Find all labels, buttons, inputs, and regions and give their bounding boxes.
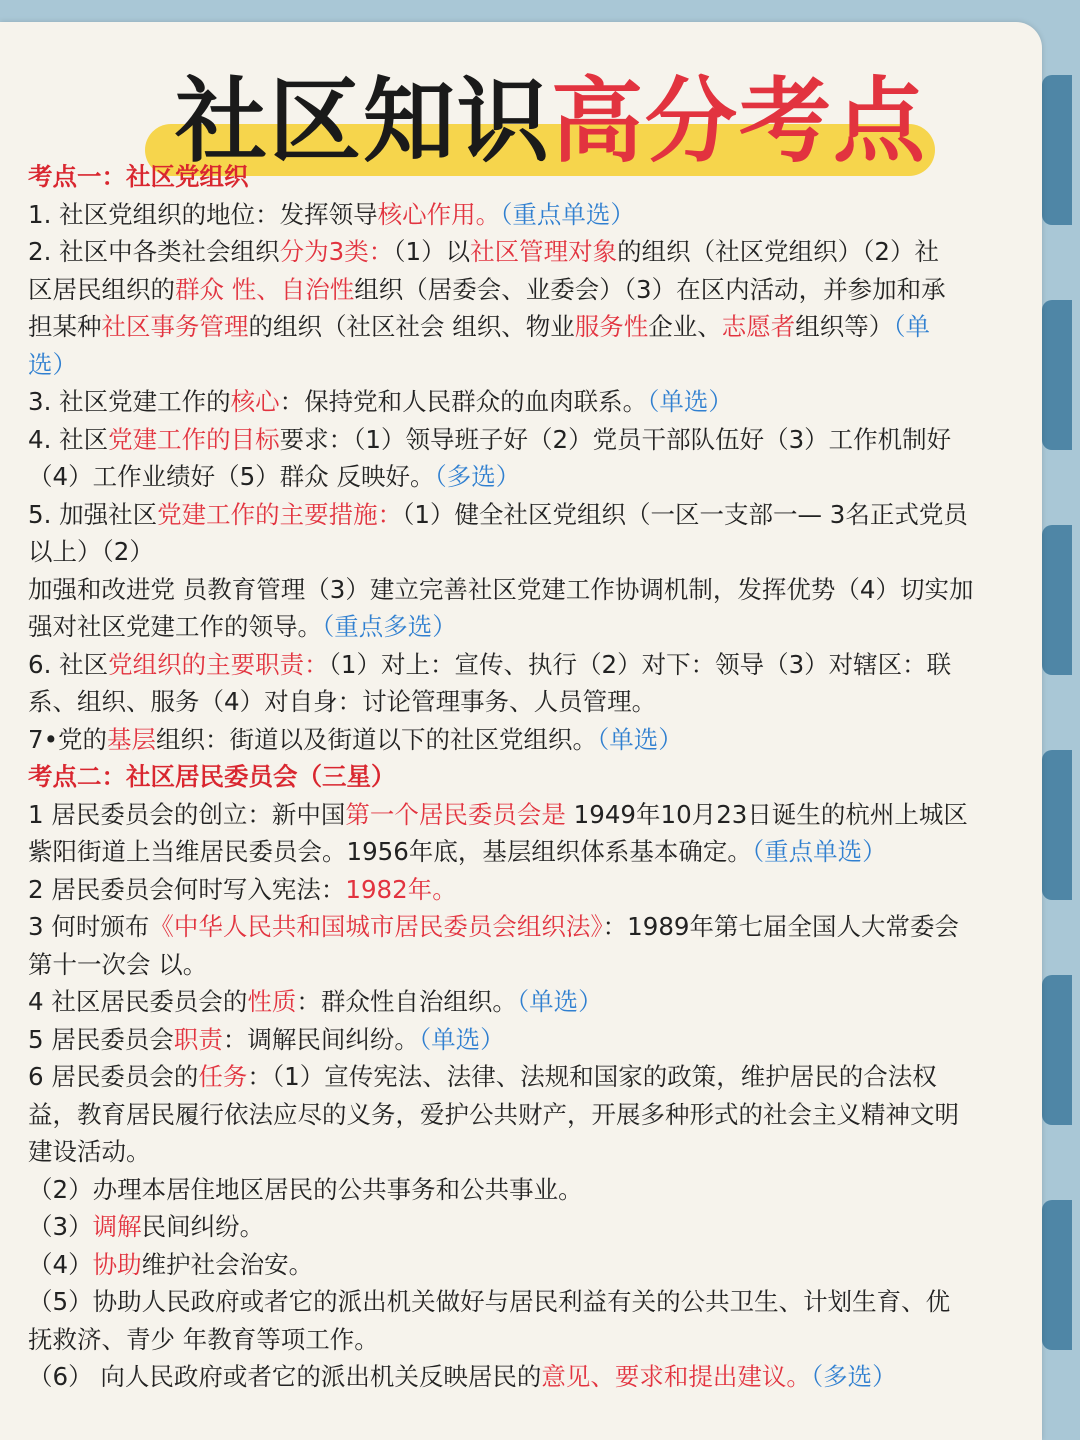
question-type-tag: （单选） xyxy=(516,987,603,1016)
key-term: 党建工作的主要措施： xyxy=(157,499,403,529)
key-term: 志愿者 xyxy=(721,312,796,341)
text-segment: ：保持党和人民群众的血肉联系。 xyxy=(279,387,648,416)
key-term: 性质 xyxy=(247,987,297,1016)
text-segment: 要求：（1）领导班子好（2）党员干部队伍好（3）工作机制好 xyxy=(279,424,952,454)
key-term: 核心作用。 xyxy=(377,199,501,229)
question-type-tag: （多选） xyxy=(434,462,521,491)
text-segment: 6. 社区 xyxy=(28,649,109,679)
text-segment: （6） 向人民政府或者它的派出机关反映居民的 xyxy=(28,1362,542,1391)
text-segment: 建设活动。 xyxy=(28,1137,151,1166)
text-line xyxy=(28,271,1052,309)
text-segment: 强对社区党建工作的领导。 xyxy=(28,612,322,641)
text-segment: 5 居民委员会 xyxy=(28,1024,174,1054)
key-term: 群众 性、自治性 xyxy=(175,274,355,304)
text-segment: 6 居民委员会的 xyxy=(28,1062,199,1091)
text-segment: 企业、 xyxy=(648,312,722,341)
key-term: 协助 xyxy=(92,1249,142,1279)
text-segment: 第十一次会 以。 xyxy=(28,949,208,979)
text-line xyxy=(28,158,1052,196)
title-black-part: 社区知识 xyxy=(175,68,552,175)
text-segment: 民间纠纷。 xyxy=(141,1212,265,1241)
text-line xyxy=(28,196,1052,234)
text-segment: 1949年10月23日诞生的杭州上城区 xyxy=(565,799,968,829)
text-segment: 以上）（2） xyxy=(28,537,154,566)
key-term: 基层 xyxy=(107,724,157,754)
text-line xyxy=(28,346,1052,384)
key-term: 社区事务管理 xyxy=(101,312,249,341)
text-segment: 益，教育居民履行依法应尽的义务，爱护公共财产，开展多种形式的社会主义精神文明 xyxy=(28,1099,959,1129)
text-segment: ：（1）宣传宪法、法律、法规和国家的政策，维护居民的合法权 xyxy=(247,1062,937,1091)
text-line xyxy=(28,946,1052,984)
text-line xyxy=(28,833,1052,871)
text-line xyxy=(28,983,1052,1021)
key-term: 意见、要求和提出建议。 xyxy=(541,1362,811,1391)
text-segment: 2. 社区中各类社会组织 xyxy=(28,237,280,266)
text-line xyxy=(28,721,1052,759)
question-type-tag: （单 xyxy=(893,312,931,341)
text-line xyxy=(28,458,1052,496)
text-line xyxy=(28,1246,1052,1284)
question-type-tag: （多选） xyxy=(810,1362,897,1391)
text-segment: 维护社会治安。 xyxy=(141,1249,314,1279)
text-line xyxy=(28,758,1052,796)
text-segment: 区居民组织的 xyxy=(28,274,175,304)
key-term: 党组织的主要职责： xyxy=(108,649,329,679)
text-line xyxy=(28,421,1052,459)
text-segment: 组织：街道以及街道以下的社区党组织。 xyxy=(156,724,598,754)
text-segment: 7•党的 xyxy=(28,724,108,754)
text-segment: 系、组织、服务（4）对自身：讨论管理事务、人员管理。 xyxy=(28,687,657,716)
text-line xyxy=(28,383,1052,421)
text-segment: 的组织（社区党组织）（2）社 xyxy=(617,237,939,266)
section-heading: 考点一：社区党组织 xyxy=(28,162,249,191)
question-type-tag: （单选） xyxy=(647,387,733,416)
text-segment: （4） xyxy=(28,1249,93,1279)
key-term: 任务 xyxy=(198,1062,248,1091)
text-line xyxy=(28,1283,1052,1321)
text-segment: 2 居民委员会何时写入宪法： xyxy=(28,874,346,904)
question-type-tag: （单选） xyxy=(597,724,683,754)
text-line xyxy=(28,646,1052,684)
text-line xyxy=(28,308,1052,346)
text-line xyxy=(28,796,1052,834)
text-line xyxy=(28,571,1052,609)
text-segment: 1. 社区党组织的地位：发挥领导 xyxy=(28,199,378,229)
text-segment: 担某种 xyxy=(28,312,102,341)
text-segment: （1）对上：宣传、执行（2）对下：领导（3）对辖区：联 xyxy=(328,649,952,679)
key-term: 社区管理对象 xyxy=(470,237,618,266)
text-segment: 紫阳街道上当维居民委员会。1956年底，基层组织体系基本确定。 xyxy=(28,837,752,866)
key-term: 职责 xyxy=(173,1024,223,1054)
section-heading: 考点二：社区居民委员会（三星） xyxy=(28,762,396,791)
text-line xyxy=(28,1021,1052,1059)
text-line xyxy=(28,908,1052,946)
text-segment: 组织等） xyxy=(795,312,894,341)
text-line xyxy=(28,533,1052,571)
text-line xyxy=(28,1208,1052,1246)
question-type-tag: （重点多选） xyxy=(322,612,457,641)
text-segment: 加强和改进党 员教育管理（3）建立完善社区党建工作协调机制，发挥优势（4）切实加 xyxy=(28,574,974,604)
text-segment: （2）办理本居住地区居民的公共事务和公共事业。 xyxy=(28,1174,583,1204)
text-segment: ：调解民间纠纷。 xyxy=(222,1024,419,1054)
key-term: 党建工作的目标 xyxy=(108,424,280,454)
text-line xyxy=(28,1133,1052,1171)
key-term: 服务性 xyxy=(574,312,649,341)
key-term: 《中华人民共和国城市居民委员会组织法》 xyxy=(149,912,603,941)
text-segment: 1 居民委员会的创立：新中国 xyxy=(28,799,346,829)
text-line xyxy=(28,683,1052,721)
key-term: 调解 xyxy=(92,1212,142,1241)
text-line xyxy=(28,233,1052,271)
text-segment: 4. 社区 xyxy=(28,424,109,454)
key-term: 核心 xyxy=(230,387,280,416)
key-term: 分为3类： xyxy=(279,237,394,266)
text-segment: 4 社区居民委员会的 xyxy=(28,987,248,1016)
key-term: 第一个居民委员会是 xyxy=(345,799,566,829)
text-line xyxy=(28,871,1052,909)
text-line xyxy=(28,1058,1052,1096)
text-segment: 组织（居委会、业委会）（3）在区内活动，并参加和承 xyxy=(354,274,946,304)
question-type-tag: 选） xyxy=(28,349,77,379)
text-segment: （1）以 xyxy=(393,237,471,266)
question-type-tag: （重点单选） xyxy=(751,837,887,866)
text-segment: 3. 社区党建工作的 xyxy=(28,387,231,416)
question-type-tag: （单选） xyxy=(418,1024,505,1054)
text-segment: ：1989年第七届全国人大常委会 xyxy=(602,912,959,941)
question-type-tag: （重点单选） xyxy=(500,199,635,229)
text-line xyxy=(28,1321,1052,1359)
text-segment: 的组织（社区社会 组织、物业 xyxy=(248,312,575,341)
key-term: 1982年。 xyxy=(345,874,457,904)
text-segment: 3 何时颁布 xyxy=(28,912,150,941)
text-line xyxy=(28,608,1052,646)
text-segment: ：群众性自治组织。 xyxy=(296,987,517,1016)
text-segment: 5. 加强社区 xyxy=(28,499,158,529)
text-segment: （5）协助人民政府或者它的派出机关做好与居民利益有关的公共卫生、计划生育、优 xyxy=(28,1287,951,1316)
text-segment: （1）健全社区党组织（一区一支部一— 3名正式党员 xyxy=(402,499,968,529)
notes-body xyxy=(28,158,1052,1396)
text-line xyxy=(28,1171,1052,1209)
text-line xyxy=(28,1096,1052,1134)
title-red-part: 高分考点 xyxy=(551,68,928,175)
text-line xyxy=(28,496,1052,534)
text-segment: 抚救济、青少 年教育等项工作。 xyxy=(28,1324,379,1354)
text-segment: （3） xyxy=(28,1212,93,1241)
text-segment: （4）工作业绩好（5）群众 反映好。 xyxy=(28,462,435,491)
text-line xyxy=(28,1358,1052,1396)
